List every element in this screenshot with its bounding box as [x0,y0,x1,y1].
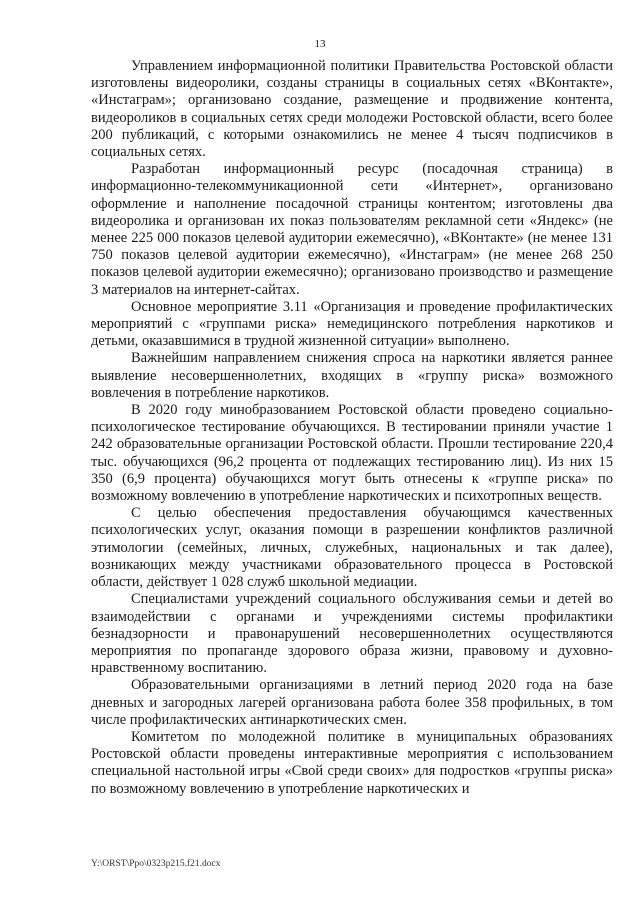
file-path-footer: Y:\ORST\Ppo\0323p215.f21.docx [91,859,221,869]
document-body [91,58,613,798]
paragraph: Специалистами учреждений социального обслуживания семьи и детей во взаимодействии с органами и учреждениями системы профилактики безнадзорности и правонарушений несовершеннолетних осуществляются мероприятия по пропаганде здорового образа жизни, правовому и духовно-нравственному воспитанию. [91,591,613,677]
paragraph: С целью обеспечения предоставления обучающимся качественных психологических услуг, оказания помощи в разрешении конфликтов различной этимологии (семейных, личных, служебных, национальных и так далее), возникающих между участниками образовательного процесса в Ростовской области, действует 1 028 служб школьной медиации. [91,505,613,591]
paragraph: Разработан информационный ресурс (посадочная страница) в информационно-телекоммуникационной сети «Интернет», организовано оформление и наполнение посадочной страницы контентом; изготовлены два видеоролика и организован их показ пользователям рекламной сети «Яндекс» (не менее 225 000 показов целевой аудитории ежемесячно), «ВКонтакте» (не менее 131 750 показов целевой аудитории ежемесячно), «Инстаграм» (не менее 268 250 показов целевой аудитории ежемесячно); организовано производство и размещение 3 материалов на интернет-сайтах. [91,161,613,298]
paragraph: Управлением информационной политики Правительства Ростовской области изготовлены видеоролики, созданы страницы в социальных сетях «ВКонтакте», «Инстаграм»; организовано создание, размещение и продвижение контента, видеороликов в социальных сетях среди молодежи Ростовской области, всего более 200 публикаций, с которыми ознакомились не менее 4 тысяч подписчиков в социальных сетях. [91,58,613,161]
paragraph: В 2020 году минобразованием Ростовской области проведено социально-психологическое тестирование обучающихся. В тестировании приняли участие 1 242 образовательные организации Ростовской области. Прошли тестирование 220,4 тыс. обучающихся (96,2 процента от подлежащих тестированию лиц). Из них 15 350 (6,9 процента) обучающихся могут быть отнесены к «группе риска» по возможному вовлечению в употребление наркотических и психотропных веществ. [91,402,613,505]
paragraph: Комитетом по молодежной политике в муниципальных образованиях Ростовской области проведены интерактивные мероприятия с использованием специальной настольной игры «Свой среди своих» для подростков «группы риска» по возможному вовлечению в употребление наркотических и [91,728,613,797]
paragraph: Важнейшим направлением снижения спроса на наркотики является раннее выявление несовершеннолетних, входящих в «группу риска» возможного вовлечения в потребление наркотиков. [91,350,613,401]
paragraph: Основное мероприятие 3.11 «Организация и проведение профилактических мероприятий с «группами риска» немедицинского потребления наркотиков и детьми, оказавшимися в трудной жизненной ситуации» выполнено. [91,298,613,350]
page-number: 13 [314,38,326,50]
paragraph: Образовательными организациями в летний период 2020 года на базе дневных и загородных лагерей организована работа более 358 профильных, в том числе профилактических антинаркотических смен. [91,677,613,728]
